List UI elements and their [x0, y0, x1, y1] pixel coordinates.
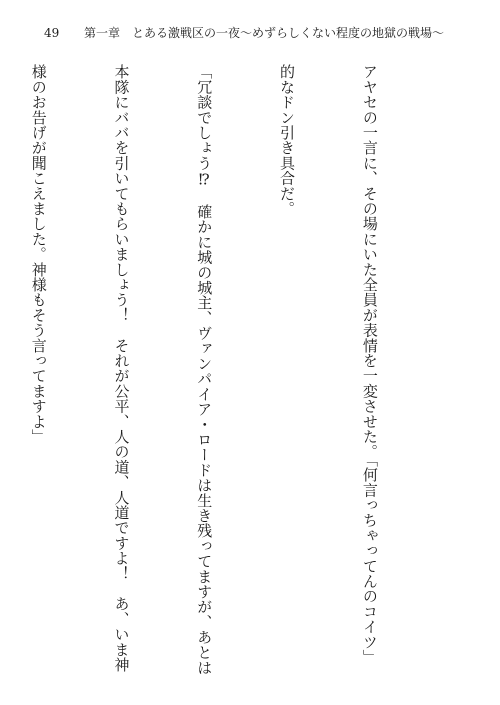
- text-line: 様のお告げが聞こえました。神様もそう言ってますよ」: [29, 64, 48, 444]
- text-line: 的なドン引き具合だ。: [278, 64, 297, 216]
- text-line: アヤセの一言に、その場にいた全員が表情を一変させた。「何言っちゃってんのコイツ」: [360, 64, 379, 665]
- text-line: 「冗談でしょう⁉ 確かに城の城主、ヴァンパイア・ロードは生き残ってますが、あとは: [195, 64, 214, 675]
- page-number: 49: [44, 26, 60, 40]
- text-line: 本隊にババを引いてもらいましょう！ それが公平、人の道、人道ですよ！ あ、いま神: [112, 64, 131, 672]
- running-header: [44, 22, 470, 44]
- novel-body-text: [18, 64, 438, 694]
- running-title: 第一章 とある激戦区の一夜〜めずらしくない程度の地獄の戦場〜: [84, 26, 445, 40]
